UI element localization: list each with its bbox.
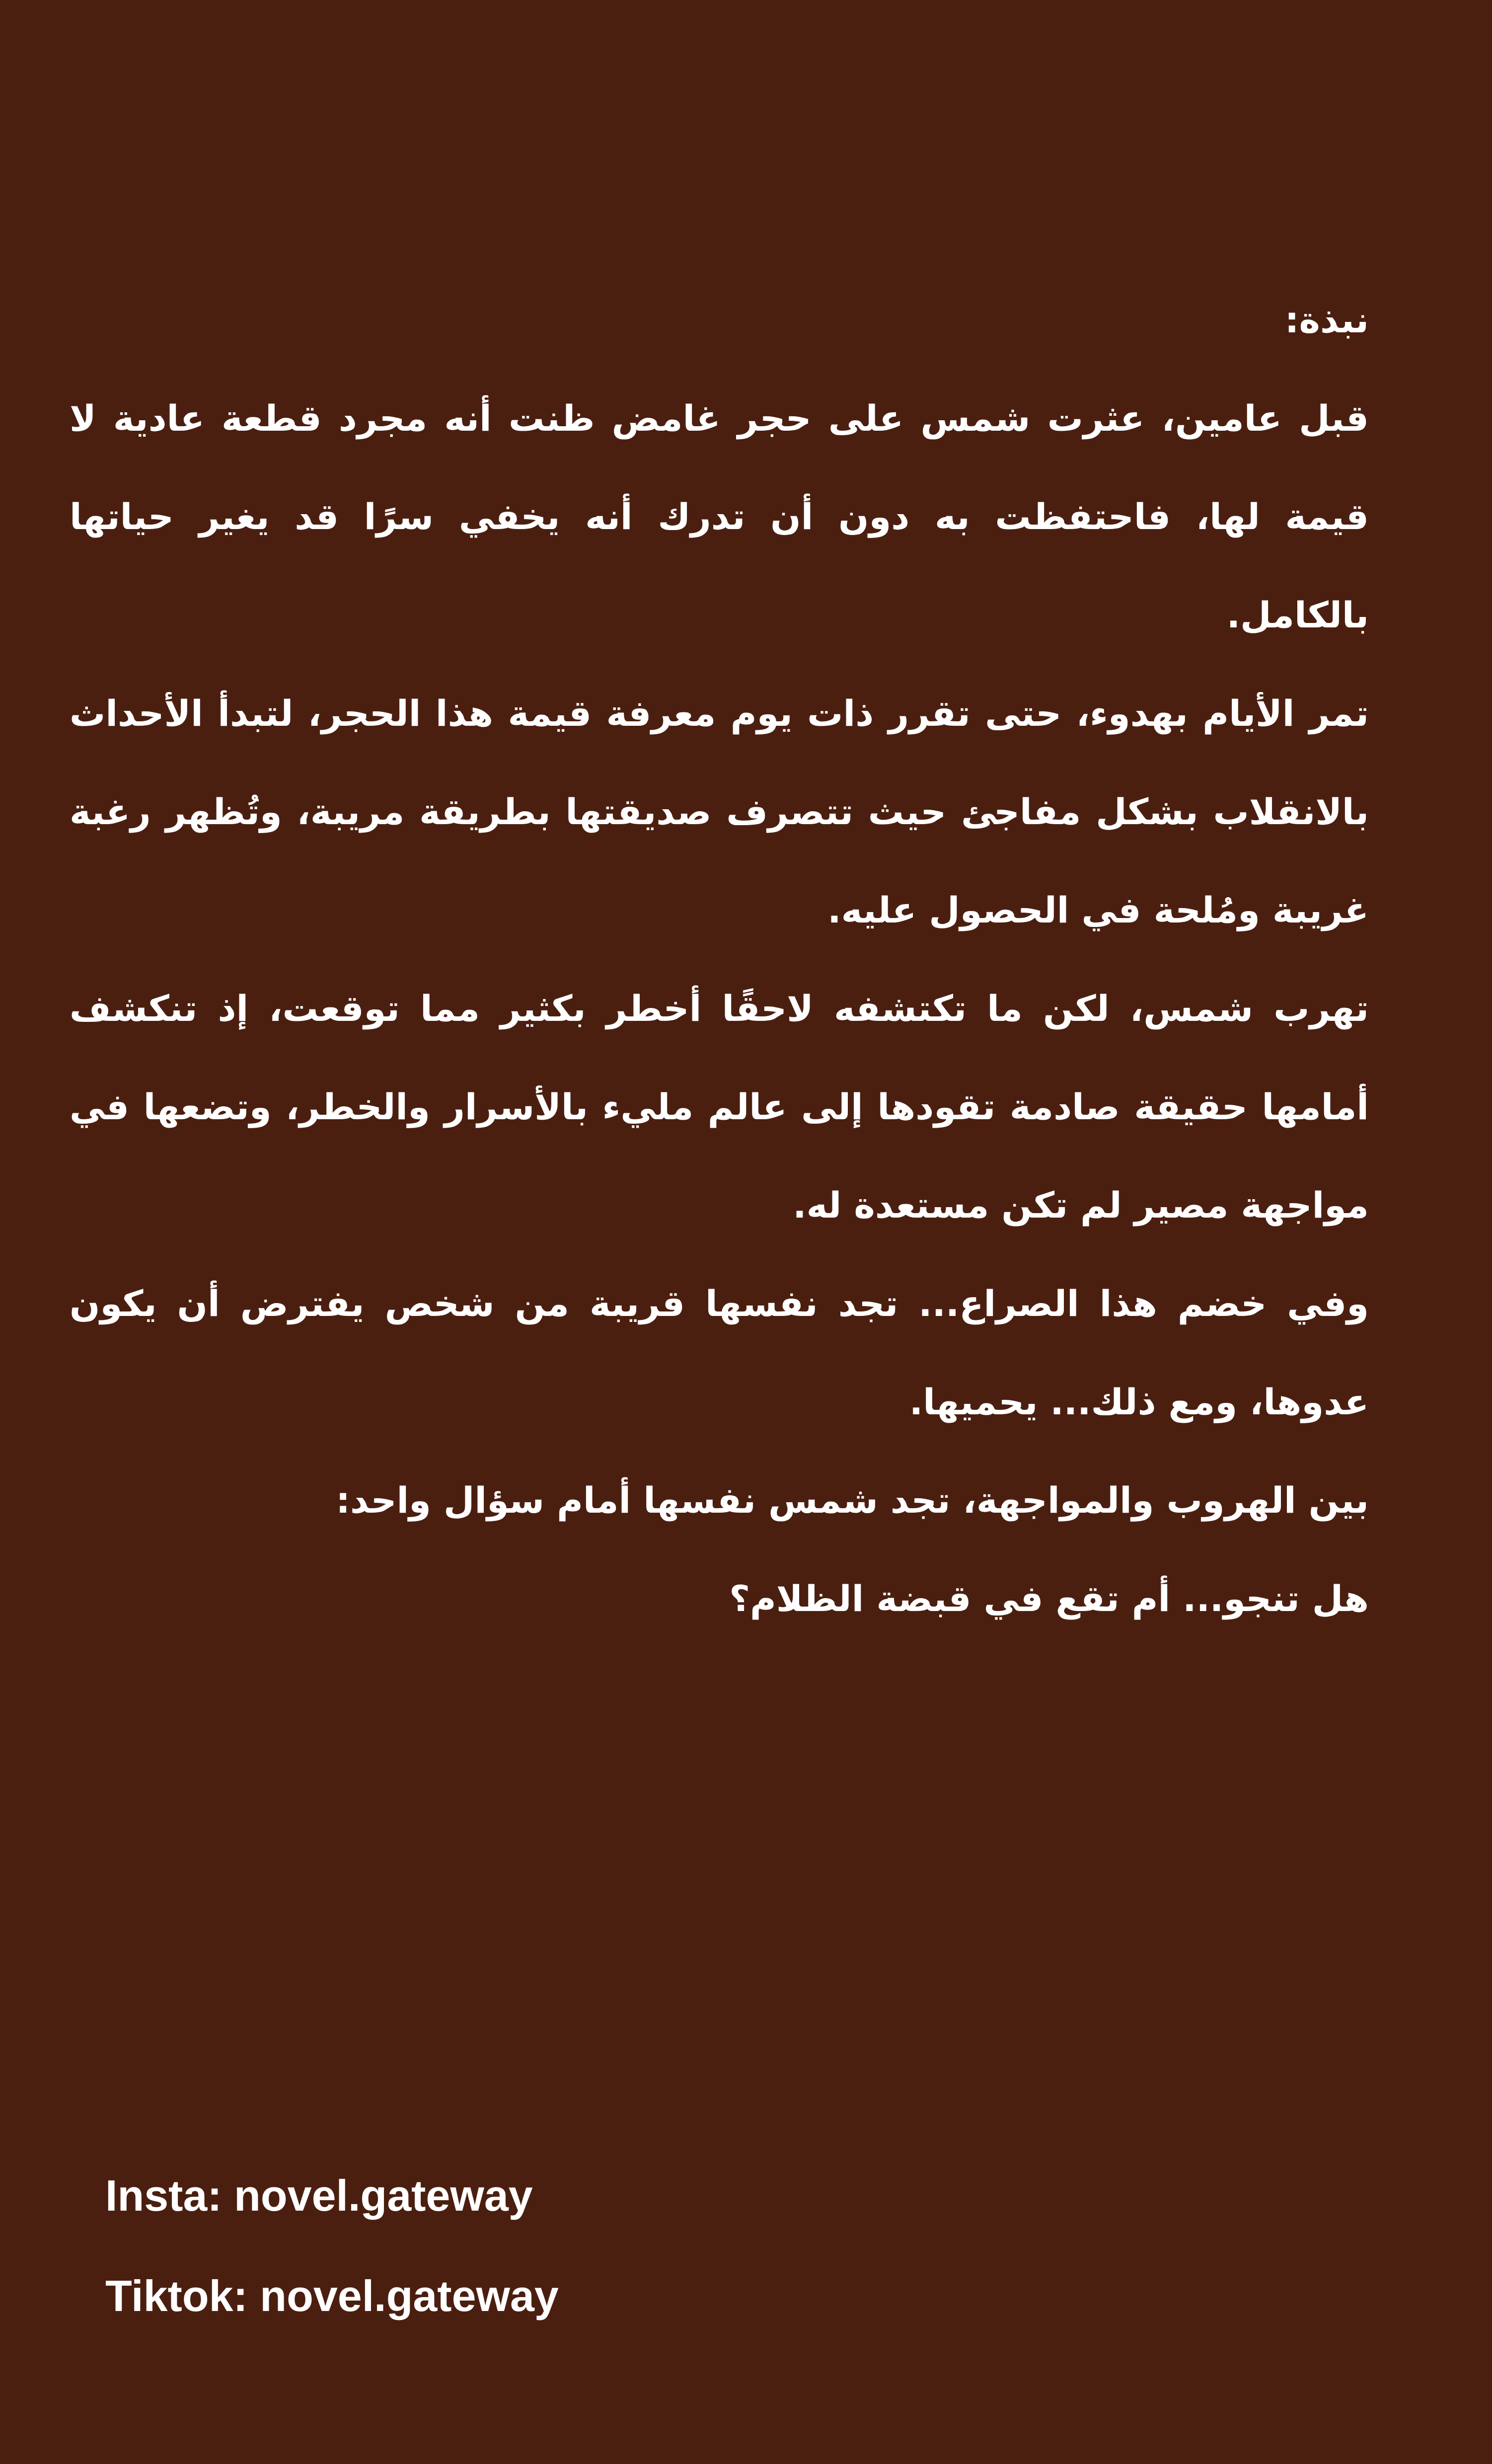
- synopsis-paragraph: تمر الأيام بهدوء، حتى تقرر ذات يوم معرفة قيمة هذا الحجر، لتبدأ الأحداث بالانقلاب بشكل مفاجئ حيث تتصرف صديقتها بطريقة مريبة، وتُظهر رغبة غريبة ومُلحة في الحصول عليه.: [70, 693, 1369, 931]
- synopsis-heading: نبذة:: [1284, 299, 1369, 341]
- social-handles: [105, 2171, 559, 2372]
- synopsis-block: [70, 271, 1369, 1648]
- synopsis-paragraph: هل تنجو... أم تقع في قبضة الظلام؟: [729, 1578, 1369, 1619]
- instagram-handle: Insta: novel.gateway: [105, 2171, 533, 2220]
- synopsis-paragraph: بين الهروب والمواجهة، تجد شمس نفسها أمام سؤال واحد:: [336, 1479, 1369, 1521]
- synopsis-paragraph: قبل عامين، عثرت شمس على حجر غامض ظنت أنه مجرد قطعة عادية لا قيمة لها، فاحتفظت به دون أن تدرك أنه يخفي سرًا قد يغير حياتها بالكامل.: [70, 397, 1369, 636]
- synopsis-paragraph: وفي خضم هذا الصراع... تجد نفسها قريبة من شخص يفترض أن يكون عدوها، ومع ذلك... يحميها.: [70, 1283, 1369, 1423]
- synopsis-paragraph: تهرب شمس، لكن ما تكتشفه لاحقًا أخطر بكثير مما توقعت، إذ تنكشف أمامها حقيقة صادمة تقودها إلى عالم مليء بالأسرار والخطر، وتضعها في مواجهة مصير لم تكن مستعدة له.: [70, 988, 1369, 1226]
- tiktok-handle: Tiktok: novel.gateway: [105, 2271, 559, 2320]
